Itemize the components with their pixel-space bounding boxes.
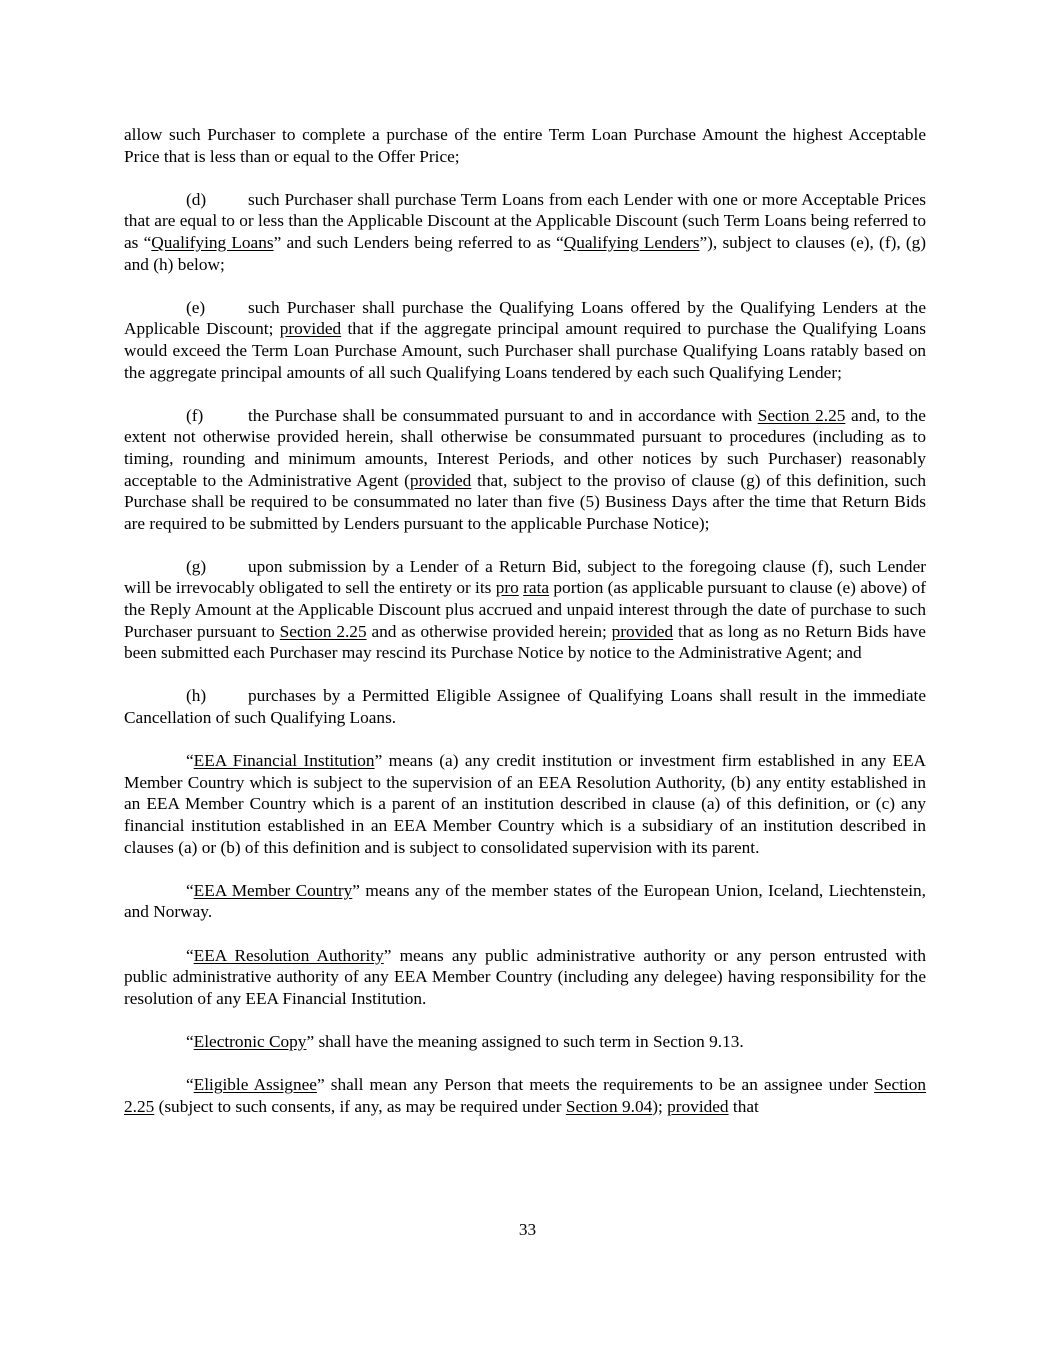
page-number: 33 [518, 1220, 537, 1239]
clause-f: (f) the Purchase shall be consummated pursuant to and in accordance with Section 2.25 and, to the extent not otherwise provided herein, shall otherwise be consummated pursuant to procedures (including as to timing, rounding and minimum amounts, Interest Periods, and other notices by such Purchaser) reasonably acceptable to the Administrative Agent (provided that, subject to the proviso of clause (g) of this definition, such Purchase shall be required to be consummated no later than five (5) Business Days after the time that Return Bids are required to be submitted by Lenders pursuant to the applicable Purchase Notice); [124, 405, 927, 533]
definition-eea-financial-institution: “EEA Financial Institution” means (a) any credit institution or investment firm established in any EEA Member Country which is subject to the supervision of an EEA Resolution Authority, (b) any entity established in an EEA Member Country which is a parent of an institution described in clause (a) of this definition, or (c) any financial institution established in an EEA Member Country which is a subsidiary of an institution described in clauses (a) or (b) of this definition and is subject to consolidated supervision with its parent. [124, 751, 927, 857]
definition-electronic-copy: “Electronic Copy” shall have the meaning assigned to such term in Section 9.13. [186, 1031, 744, 1051]
defined-term: Eligible Assignee [193, 1075, 317, 1095]
defined-term: EEA Member Country [193, 880, 353, 900]
document-page [124, 124, 926, 1139]
underlined-term: provided [279, 319, 342, 339]
clause-label: (g) [186, 556, 207, 576]
clause-g: (g) upon submission by a Lender of a Return Bid, subject to the foregoing clause (f), such Lender will be irrevocably obligated to sell the entirety or its pro rata portion (as applicable pursuant to clause (e) above) of the Reply Amount at the Applicable Discount plus accrued and unpaid interest through the date of purchase to such Purchaser pursuant to Section 2.25 and as otherwise provided herein; provided that as long as no Return Bids have been submitted each Purchaser may rescind its Purchase Notice by notice to the Administrative Agent; and [124, 556, 927, 663]
underlined-term: rata [523, 578, 550, 598]
definition-eea-member-country: “EEA Member Country” means any of the member states of the European Union, Iceland, Liechtenstein, and Norway. [124, 880, 927, 922]
defined-term: EEA Resolution Authority [193, 945, 384, 965]
clause-h: (h) purchases by a Permitted Eligible Assignee of Qualifying Loans shall result in the immediate Cancellation of such Qualifying Loans. [124, 686, 926, 728]
defined-term: EEA Financial Institution [193, 751, 375, 771]
clause-label: (e) [186, 297, 206, 317]
section-reference: Section 2.25 [124, 1075, 926, 1116]
underlined-term: provided [667, 1096, 729, 1116]
clause-label: (d) [186, 189, 207, 209]
clause-d: (d) such Purchaser shall purchase Term Loans from each Lender with one or more Acceptable Prices that are equal to or less than the Applicable Discount at the Applicable Discount (such Term Loans being referred to as “Qualifying Loans” and such Lenders being referred to as “Qualifying Lenders”), subject to clauses (e), (f), (g) and (h) below; [124, 189, 926, 274]
clause-label: (h) [186, 686, 207, 706]
defined-term: Qualifying Loans [151, 232, 274, 252]
section-reference: Section 2.25 [757, 405, 846, 425]
underlined-term: provided [611, 621, 674, 641]
underlined-term: provided [409, 470, 472, 490]
defined-term: Electronic Copy [193, 1031, 307, 1051]
paragraph-continuation: allow such Purchaser to complete a purchase of the entire Term Loan Purchase Amount the highest Acceptable Price that is less than or equal to the Offer Price; [124, 125, 926, 166]
underlined-term: pro [495, 578, 519, 598]
section-reference: Section 9.04 [565, 1096, 653, 1116]
section-reference: Section 2.25 [279, 621, 367, 641]
clause-e: (e) such Purchaser shall purchase the Qualifying Loans offered by the Qualifying Lenders at the Applicable Discount; provided that if the aggregate principal amount required to purchase the Qualifying Loans would exceed the Term Loan Purchase Amount, such Purchaser shall purchase Qualifying Loans ratably based on the aggregate principal amounts of all such Qualifying Loans tendered by each such Qualifying Lender; [124, 297, 926, 382]
definition-eligible-assignee: “Eligible Assignee” shall mean any Person that meets the requirements to be an assignee under Section 2.25 (subject to such consents, if any, as may be required under Section 9.04); provided that [124, 1075, 926, 1116]
defined-term: Qualifying Lenders [563, 232, 700, 252]
definition-eea-resolution-authority: “EEA Resolution Authority” means any public administrative authority or any person entrusted with public administrative authority of any EEA Member Country (including any delegee) having responsibility for the resolution of any EEA Financial Institution. [124, 945, 926, 1008]
clause-label: (f) [186, 405, 204, 425]
